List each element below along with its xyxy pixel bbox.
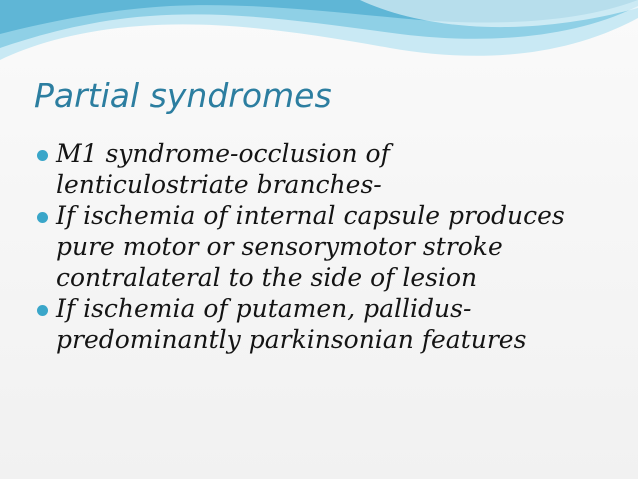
bullet-item [37, 138, 622, 200]
bullet-marker-icon [37, 305, 48, 316]
bullet-text: M1 syndrome-occlusion of lenticulostriate branches- [56, 139, 390, 199]
bullet-list [37, 138, 622, 355]
bullet-text: If ischemia of internal capsule produces pure motor or sensorymotor stroke contralateral to the side of lesion [56, 201, 565, 292]
bullet-marker-icon [37, 150, 48, 161]
bullet-text: If ischemia of putamen, pallidus- predominantly parkinsonian features [56, 294, 527, 354]
bullet-item [37, 200, 622, 293]
bullet-marker-icon [37, 212, 48, 223]
bullet-item [37, 293, 622, 355]
slide-title: Partial syndromes [34, 76, 332, 115]
